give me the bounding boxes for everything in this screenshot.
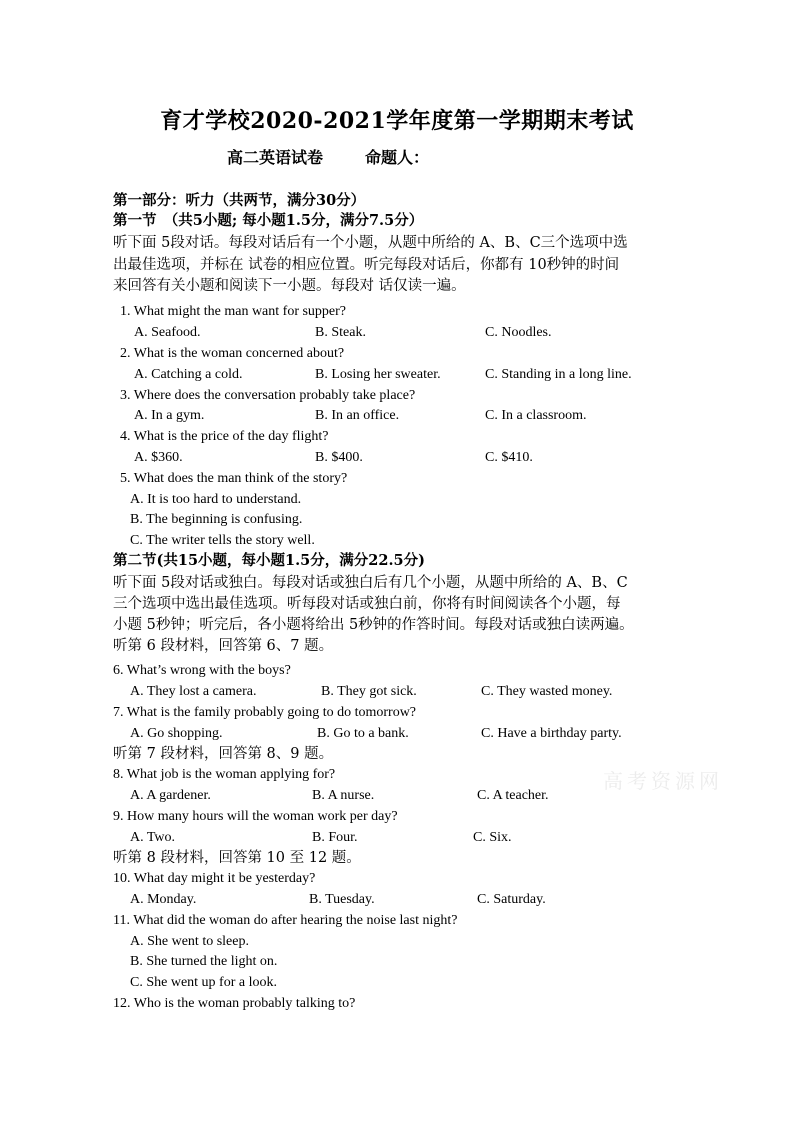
question-stem: 8. What job is the woman applying for? xyxy=(113,767,336,782)
option-b: B. $400. xyxy=(315,450,363,465)
option-a: A. In a gym. xyxy=(134,408,205,423)
author-label: 命题人： xyxy=(365,148,430,167)
question-stem: 4. What is the price of the day flight? xyxy=(120,429,329,444)
question-stem: 10. What day might it be yesterday? xyxy=(113,871,316,886)
question-stem: 9. How many hours will the woman work per day? xyxy=(113,809,398,824)
option-b: B. Four. xyxy=(312,830,358,845)
option-b: B. Tuesday. xyxy=(309,892,375,907)
option-b: B. The beginning is confusing. xyxy=(130,512,303,527)
option-a: A. Go shopping. xyxy=(130,726,223,741)
material-note: 听第 8 段材料，回答第 10 至 12 题。 xyxy=(113,850,361,866)
section2-instructions-line: 三个选项中选出最佳选项。听每段对话或独白前，你将有时间阅读各个小题，每 xyxy=(113,596,621,612)
exam-subtitle xyxy=(227,145,429,168)
option-b: B. Steak. xyxy=(315,325,366,340)
option-b: B. Losing her sweater. xyxy=(315,367,441,382)
option-c: C. They wasted money. xyxy=(481,684,613,699)
question-stem: 5. What does the man think of the story? xyxy=(120,471,348,486)
option-a: A. A gardener. xyxy=(130,788,211,803)
section1-instructions-line: 来回答有关小题和阅读下一小题。每段对 话仅读一遍。 xyxy=(113,278,466,294)
question-stem: 6. What’s wrong with the boys? xyxy=(113,663,291,678)
question-stem: 1. What might the man want for supper? xyxy=(120,304,347,319)
option-a: A. Seafood. xyxy=(134,325,201,340)
material-note: 听第 7 段材料，回答第 8、9 题。 xyxy=(113,746,334,762)
section2-heading: 第二节(共15小题，每小题1.5分，满分22.5分) xyxy=(113,552,425,569)
option-c: C. Noodles. xyxy=(485,325,552,340)
question-stem: 7. What is the family probably going to do tomorrow? xyxy=(113,705,417,720)
question-stem: 3. Where does the conversation probably take place? xyxy=(120,388,416,403)
option-c: C. Saturday. xyxy=(477,892,546,907)
section2-instructions-line: 小题 5秒钟；听完后，各小题将给出 5秒钟的作答时间。每段对话或独白读两遍。 xyxy=(113,617,634,633)
exam-title: 育才学校2020-2021学年度第一学期期末考试 xyxy=(160,108,634,134)
option-a: A. She went to sleep. xyxy=(130,934,249,949)
section1-heading: 第一节 （共5小题; 每小题1.5分，满分7.5分） xyxy=(113,212,424,229)
question-stem: 11. What did the woman do after hearing the noise last night? xyxy=(113,913,458,928)
option-b: B. She turned the light on. xyxy=(130,954,278,969)
option-c: C. In a classroom. xyxy=(485,408,587,423)
section1-instructions-line: 出最佳选项，并标在 试卷的相应位置。听完每段对话后，你都有 10秒钟的时间 xyxy=(113,257,620,273)
option-a: A. $360. xyxy=(134,450,183,465)
option-a: A. They lost a camera. xyxy=(130,684,257,699)
part1-heading: 第一部分：听力（共两节，满分30分） xyxy=(113,192,366,209)
option-a: A. It is too hard to understand. xyxy=(130,492,302,507)
question-stem: 2. What is the woman concerned about? xyxy=(120,346,345,361)
option-a: A. Two. xyxy=(130,830,176,845)
option-c: C. She went up for a look. xyxy=(130,975,277,990)
option-c: C. The writer tells the story well. xyxy=(130,533,315,548)
option-a: A. Monday. xyxy=(130,892,197,907)
option-c: C. $410. xyxy=(485,450,533,465)
option-c: C. Have a birthday party. xyxy=(481,726,622,741)
section2-instructions-line: 听下面 5段对话或独白。每段对话或独白后有几个小题，从题中所给的 A、B、C xyxy=(113,575,628,591)
option-b: B. In an office. xyxy=(315,408,400,423)
paper-name: 高二英语试卷 xyxy=(227,148,324,167)
option-a: A. Catching a cold. xyxy=(134,367,243,382)
option-c: C. A teacher. xyxy=(477,788,549,803)
option-b: B. Go to a bank. xyxy=(317,726,409,741)
material-note: 听第 6 段材料，回答第 6、7 题。 xyxy=(113,638,334,654)
option-b: B. They got sick. xyxy=(321,684,417,699)
question-stem: 12. Who is the woman probably talking to? xyxy=(113,996,356,1011)
option-b: B. A nurse. xyxy=(312,788,375,803)
option-c: C. Standing in a long line. xyxy=(485,367,632,382)
watermark: 高考资源网 xyxy=(603,769,723,793)
section1-instructions-line: 听下面 5段对话。每段对话后有一个小题，从题中所给的 A、B、C三个选项中选 xyxy=(113,235,628,251)
option-c: C. Six. xyxy=(473,830,512,845)
